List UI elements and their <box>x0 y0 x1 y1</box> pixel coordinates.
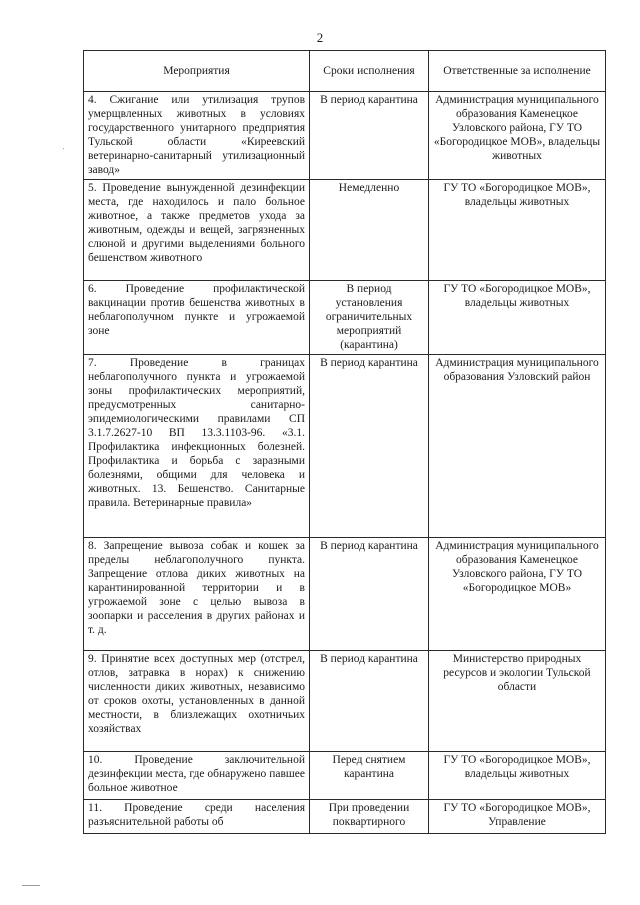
activity-cell: 6. Проведение профилактической вакцинации против бешенства животных в неблагополучном пункте и угрожаемой зоне <box>84 281 310 355</box>
table-row <box>84 180 606 281</box>
activity-cell: 4. Сжигание или утилизация трупов умерщвленных животных в условиях государственного унитарного предприятия Тульской области «Киреевский ветеринарно-санитарный утилизационный завод» <box>84 92 310 180</box>
term-cell: При проведении поквартирного <box>310 800 429 834</box>
table-row <box>84 92 606 180</box>
header-responsible: Ответственные за исполнение <box>429 51 606 92</box>
responsible-cell: ГУ ТО «Богородицкое МОВ», владельцы животных <box>429 180 606 281</box>
table-row <box>84 800 606 834</box>
scan-speck <box>22 885 40 886</box>
term-cell: Перед снятием карантина <box>310 752 429 800</box>
responsible-cell: ГУ ТО «Богородицкое МОВ», владельцы животных <box>429 281 606 355</box>
table-row <box>84 651 606 752</box>
header-terms: Сроки исполнения <box>310 51 429 92</box>
term-cell: В период карантина <box>310 651 429 752</box>
responsible-cell: Министерство природных ресурсов и экологии Тульской области <box>429 651 606 752</box>
term-cell: В период карантина <box>310 355 429 538</box>
activity-cell: 11. Проведение среди населения разъяснительной работы об <box>84 800 310 834</box>
table-row <box>84 355 606 538</box>
activity-cell: 9. Принятие всех доступных мер (отстрел, отлов, затравка в норах) к снижению численности диких животных, независимо от сроков охоты, установленных в данной местности, в близлежащих охотничьих хозяйствах <box>84 651 310 752</box>
scan-speck <box>63 148 64 149</box>
table-row <box>84 281 606 355</box>
responsible-cell: Администрация муниципального образования Каменецкое Узловского района, ГУ ТО «Богородицкое МОВ», владельцы животных <box>429 92 606 180</box>
table-row <box>84 752 606 800</box>
term-cell: В период установления ограничительных мероприятий (карантина) <box>310 281 429 355</box>
term-cell: Немедленно <box>310 180 429 281</box>
term-cell: В период карантина <box>310 538 429 651</box>
activity-cell: 8. Запрещение вывоза собак и кошек за пределы неблагополучного пункта. Запрещение отлова диких животных на карантинированной территории и в угрожаемой зоне с целью вывоза в зоопарки и расселения в других районах и т. д. <box>84 538 310 651</box>
table-header-row <box>84 51 606 92</box>
header-activities: Мероприятия <box>84 51 310 92</box>
responsible-cell: ГУ ТО «Богородицкое МОВ», владельцы животных <box>429 752 606 800</box>
term-cell: В период карантина <box>310 92 429 180</box>
activity-cell: 7. Проведение в границах неблагополучного пункта и угрожаемой зоны профилактических мероприятий, предусмотренных санитарно-эпидемиологическими правилами СП 3.1.7.2627-10 ВП 13.3.1103-96. «3.1. Профилактика инфекционных болезней. Профилактика и борьба с заразными болезнями, общими для человека и животных. 13. Бешенство. Санитарные правила. Ветеринарные правила» <box>84 355 310 538</box>
responsible-cell: Администрация муниципального образования Узловский район <box>429 355 606 538</box>
activity-cell: 10. Проведение заключительной дезинфекции места, где обнаружено павшее больное животное <box>84 752 310 800</box>
activities-table <box>83 50 606 834</box>
table-row <box>84 538 606 651</box>
responsible-cell: ГУ ТО «Богородицкое МОВ», Управление <box>429 800 606 834</box>
activity-cell: 5. Проведение вынужденной дезинфекции места, где находилось и пало больное животное, а также предметов ухода за животным, одежды и вещей, загрязненных слюной и другими выделениями больного бешенством животного <box>84 180 310 281</box>
page-number: 2 <box>316 30 324 45</box>
responsible-cell: Администрация муниципального образования Каменецкое Узловского района, ГУ ТО «Богородицкое МОВ» <box>429 538 606 651</box>
